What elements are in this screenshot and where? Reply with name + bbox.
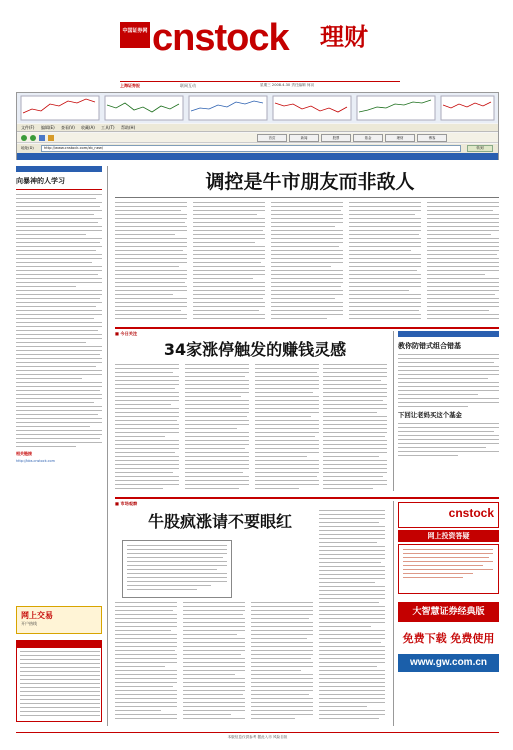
menu-view[interactable]: 查看(V) [61, 125, 75, 130]
left-column-header-bar [16, 166, 102, 172]
sidebar-top-bar [398, 331, 499, 337]
left-table-rows [20, 651, 104, 716]
chart-panel-4 [273, 96, 351, 120]
left-section-rule [16, 189, 102, 190]
browser-screenshot [16, 92, 499, 160]
section2-col-1 [115, 364, 179, 492]
ad-url-bar[interactable] [398, 654, 499, 672]
section3-ad-column[interactable] [398, 502, 499, 724]
home-icon[interactable] [48, 135, 54, 141]
main-headline: 调控是牛市朋友而非敌人 [205, 171, 415, 193]
tab-funds[interactable]: 基金 [353, 134, 383, 142]
tab-finance[interactable]: 理财 [385, 134, 415, 142]
info-bar-date: 星期三 2008.4.30 责任编辑 何羽 [260, 83, 315, 87]
info-bar-left: 联网互动 [180, 83, 196, 88]
footer-text: 本版信息仅供参考 据此入市 风险自担 [227, 735, 288, 739]
section2-col-4 [323, 364, 387, 492]
section3-col-4 [319, 510, 385, 722]
left-contact-link[interactable]: http://bbs.cnstock.com [16, 459, 55, 463]
ad-title: 网上投资答疑 [427, 532, 470, 540]
section2-top-rule [115, 327, 499, 329]
main-article-body [115, 202, 499, 322]
section2-col-2 [185, 364, 249, 492]
tab-blog[interactable]: 博客 [417, 134, 447, 142]
menu-file[interactable]: 文件(F) [21, 125, 35, 130]
section3-headline: 牛股疯涨请不要眼红 [147, 512, 292, 531]
chart-panel-5 [357, 96, 435, 120]
url-input[interactable]: http://www.cnstock.com/zb_new/ [41, 145, 461, 152]
ad-info-box [398, 544, 499, 594]
main-article-col-4 [349, 202, 421, 322]
sidebar-text-2 [398, 423, 499, 456]
section3-callout-box [122, 540, 232, 598]
info-bar-tagline: 上海证券报 [120, 83, 140, 88]
section3-body [115, 602, 385, 724]
left-section-title: 向暴神的人学习 [16, 177, 65, 185]
section2-sidebar [398, 331, 499, 491]
left-column [16, 166, 102, 726]
address-label: 地址(D) [21, 146, 34, 150]
section3-col-2 [183, 602, 245, 722]
ad-logo: cnstock [448, 506, 494, 520]
chart-strip [17, 93, 498, 123]
info-bar [120, 81, 400, 89]
go-button[interactable]: 转到 [467, 145, 493, 152]
browser-menu-bar [17, 124, 498, 132]
ad-title-bar [398, 530, 499, 542]
section2-headline: 34家涨停触发的赚钱灵感 [163, 340, 347, 359]
left-note-label: 相关链接 [16, 451, 32, 456]
sidebar-title-2: 下回让老妈买这个基金 [398, 411, 462, 419]
left-ad[interactable] [16, 606, 102, 634]
main-article-col-3 [271, 202, 343, 322]
section3-top-rule [115, 497, 499, 499]
ad-banner-text: 大智慧证券经典版 [412, 607, 485, 617]
ad-url: www.gw.com.cn [409, 657, 488, 668]
menu-edit[interactable]: 编辑(E) [41, 125, 55, 130]
browser-toolbar [17, 133, 498, 143]
left-table-header [17, 641, 101, 648]
sidebar-text-1 [398, 354, 499, 407]
menu-help[interactable]: 帮助(H) [121, 125, 136, 130]
left-text-block [16, 194, 102, 447]
tab-home[interactable]: 首页 [257, 134, 287, 142]
left-ad-subtitle: 开户热线 [21, 621, 37, 626]
main-article-col-5 [427, 202, 499, 322]
section3-ad-divider [393, 501, 394, 726]
section2-sidebar-divider [393, 331, 394, 491]
left-table [16, 640, 102, 722]
tab-news[interactable]: 新闻 [289, 134, 319, 142]
ad-info-lines [403, 549, 494, 578]
section2-tag: ■ 今日关注 [115, 331, 138, 336]
masthead-logo-suffix: 理财 [320, 23, 368, 51]
chart-panel-6 [441, 96, 494, 120]
main-article-col-1 [115, 202, 187, 322]
masthead-logo: cnstock [152, 17, 289, 59]
section2-body [115, 364, 387, 494]
section3-tag: ■ 市场观察 [115, 501, 138, 506]
masthead-cn-prefix: 中国证券网 [120, 22, 150, 48]
ad-slogan: 免费下载 免费使用 [402, 632, 495, 645]
ad-logo-box [398, 502, 499, 528]
chart-strip-svg [17, 93, 498, 123]
main-article-col-2 [193, 202, 265, 322]
section3-col-1 [115, 602, 177, 722]
page-strip [17, 153, 498, 160]
address-bar [17, 144, 498, 153]
section2-col-3 [255, 364, 319, 492]
ad-banner[interactable] [398, 602, 499, 622]
menu-tools[interactable]: 工具(T) [101, 125, 115, 130]
left-ad-title: 网上交易 [21, 611, 53, 620]
sidebar-title-1: 教你防错式组合错基 [398, 342, 461, 350]
left-column-divider [107, 166, 108, 726]
masthead [0, 0, 513, 88]
back-icon[interactable] [21, 135, 27, 141]
section3-col-3 [251, 602, 313, 722]
callout-lines [127, 545, 227, 590]
forward-icon[interactable] [30, 135, 36, 141]
menu-favorites[interactable]: 收藏(A) [81, 125, 95, 130]
tab-stocks[interactable]: 股票 [321, 134, 351, 142]
main-headline-rule [115, 197, 499, 198]
footer-rule [16, 732, 499, 733]
refresh-icon[interactable] [39, 135, 45, 141]
